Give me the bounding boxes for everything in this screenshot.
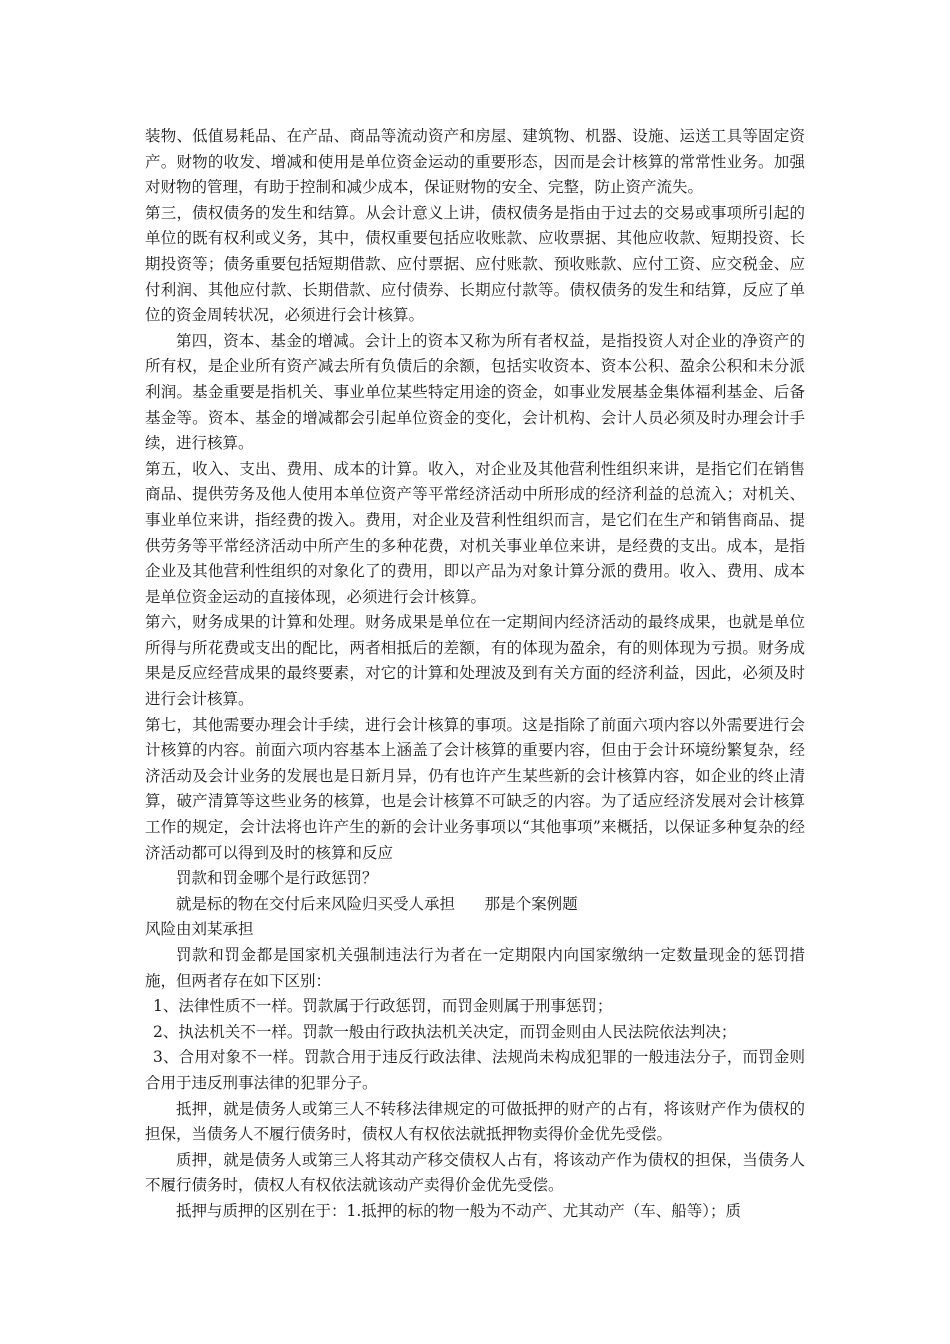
answer-risk-transfer: 就是标的物在交付后来风险归买受人承担 那是个案例题 — [176, 894, 578, 913]
paragraph-mortgage: 抵押，就是债务人或第三人不转移法律规定的可做抵押的财产的占有，将该财产作为债权的担保，当债务人不履行债务时，债权人有权依法就抵押物卖得价金优先受偿。 — [145, 1099, 805, 1144]
paragraph-fine-definition: 罚款和罚金都是国家机关强制违法行为者在一定期限内向国家缴纳一定数量现金的惩罚措施，但两者存在如下区别： — [145, 946, 805, 990]
list-item-difference-1: 1、法律性质不一样。罚款属于行政惩罚，而罚金则属于刑事惩罚； — [153, 997, 613, 1016]
paragraph-claims-debts: 第三，债权债务的发生和结算。从会计意义上讲，债权债务是指由于过去的交易或事项所引起的单位的既有权利或义务，其中，债权重要包括应收账款、应收票据、其他应收款、短期投资、长期投资等；债务重要包括短期借款、应付票据、应付账款、预收账款、应付工资、应交税金、应付利润、其他应付款、长期借款、应付债券、长期应付款等。债权债务的发生和结算，反应了单位的资金周转状况，必须进行会计核算。 — [145, 203, 805, 325]
list-item-difference-2: 2、执法机关不一样。罚款一般由行政执法机关决定，而罚金则由人民法院依法判决； — [153, 1022, 737, 1041]
paragraph-pledge: 质押，就是债务人或第三人将其动产移交债权人占有，将该动产作为债权的担保，当债务人不履行债务时，债权人有权依法就该动产卖得价金优先受偿。 — [145, 1150, 805, 1195]
question-fine-penalty: 罚款和罚金哪个是行政惩罚？ — [176, 869, 378, 888]
paragraph-other-matters: 第七，其他需要办理会计手续，进行会计核算的事项。这是指除了前面六项内容以外需要进行会计核算的内容。前面六项内容基本上涵盖了会计核算的重要内容，但由于会计环境纷繁复杂，经济活动及会计业务的发展也是日新月异，仍有也许产生某些新的会计核算内容，如企业的终止清算，破产清算等这些业务的核算，也是会计核算不可缺乏的内容。为了适应经济发展对会计核算工作的规定，会计法将也许产生的新的会计业务事项以“其他事项”来概括，以保证多种复杂的经济活动都可以得到及时的核算和反应 — [145, 715, 805, 862]
answer-risk-bearer: 风险由刘某承担 — [145, 920, 254, 939]
paragraph-mortgage-vs-pledge: 抵押与质押的区别在于：1.抵押的标的物一般为不动产、尤其动产（车、船等）；质 — [176, 1201, 742, 1220]
list-item-difference-3: 3、合用对象不一样。罚款合用于违反行政法律、法规尚未构成犯罪的一般违法分子，而罚金则合用于违反刑事法律的犯罪分子。 — [145, 1048, 805, 1092]
paragraph-property: 装物、低值易耗品、在产品、商品等流动资产和房屋、建筑物、机器、设施、运送工具等固定资产。财物的收发、增减和使用是单位资金运动的重要形态，因而是会计核算的常常性业务。加强对财物的管理，有助于控制和减少成本，保证财物的安全、完整，防止资产流失。 — [145, 127, 805, 197]
paragraph-income-expenses: 第五，收入、支出、费用、成本的计算。收入，对企业及其他营利性组织来讲，是指它们在销售商品、提供劳务及他人使用本单位资产等平常经济活动中所形成的经济利益的总流入；对机关、事业单位来讲，指经费的拨入。费用，对企业及营利性组织而言，是它们在生产和销售商品、提供劳务等平常经济活动中所产生的多种花费，对机关事业单位来讲，是经费的支出。成本，是指企业及其他营利性组织的对象化了的费用，即以产品为对象计算分派的费用。收入、费用、成本是单位资金运动的直接体现，必须进行会计核算。 — [145, 459, 805, 606]
document-body — [145, 124, 805, 1225]
paragraph-capital-funds: 第四，资本、基金的增减。会计上的资本又称为所有者权益，是指投资人对企业的净资产的所有权，是企业所有资产减去所有负债后的余额，包括实收资本、资本公积、盈余公积和未分派利润。基金重要是指机关、事业单位某些特定用途的资金，如事业发展基金集体福利基金、后备基金等。资本、基金的增减都会引起单位资金的变化，会计机构、会计人员必须及时办理会计手续，进行核算。 — [145, 331, 805, 453]
paragraph-financial-results: 第六，财务成果的计算和处理。财务成果是单位在一定期间内经济活动的最终成果，也就是单位所得与所花费或支出的配比，两者相抵后的差额，有的体现为盈余，有的则体现为亏损。财务成果是反应经营成果的最终要素，对它的计算和处理波及到有关方面的经济利益，因此，必须及时进行会计核算。 — [145, 613, 805, 709]
